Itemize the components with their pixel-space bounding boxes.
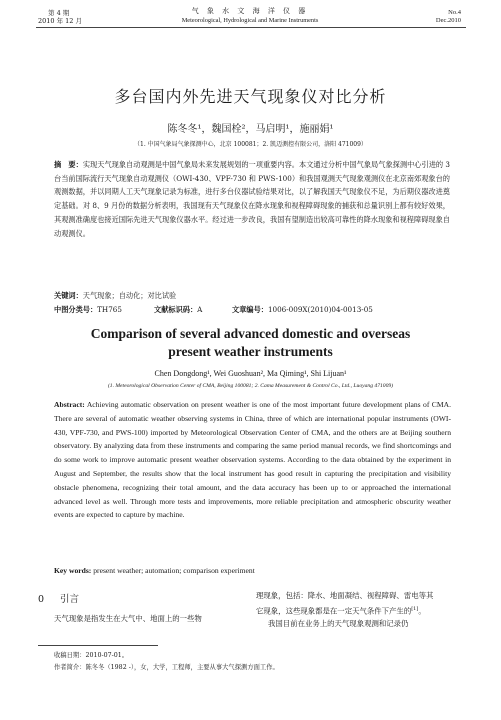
running-header-center — [130, 7, 370, 25]
body-right-line-2-text: 它现象，这些现象都是在一定天气条件下产生的 — [256, 605, 412, 615]
keywords-cn — [54, 291, 176, 301]
footnote-received-date: 收稿日期：2010-07-01。 — [54, 652, 129, 659]
abstract-label-cn: 摘 要： — [54, 160, 83, 169]
issue-number-cn: 第 4 期 — [48, 9, 70, 17]
abstract-text-cn: 实现天气现象自动观测是中国气象局未来发展规划的一项重要内容。本文通过分析中国气象局气象探测中心引进的 3 台当前国际流行天气现象自动观测仪（OWI-430、VPF-730 和 PWS-100）和我国观测天气现象观测仪在北京南郊观象台的观测数据，并以同期人工天气现象记录为标准，进行多台仪器试验结果对比，以了解我国天气现象仪不足，为后期仪器改进奠定基础。对 8、9 月份的数据分析表明，我国现有天气现象仪在降水现象和视程障碍现象的捕获和总量识别上都有较好效果，其观测准确度也接近国际先进天气现象仪器水平。经过进一步改良，我国有望制造出较高可靠性的降水现象和视程障碍现象自动观测仪。 — [54, 160, 450, 238]
section-number: 0 — [38, 594, 45, 605]
abstract-cn — [54, 158, 450, 240]
footnote-author-bio: 作者简介：陈冬冬（1982 -），女，大学，工程师，主要从事大气探测方面工作。 — [54, 664, 279, 671]
keywords-label-en: Key words: — [54, 566, 92, 575]
affiliation-en: (1. Meteorological Observation Center of CMA, Beijing 100081; 2. Cama Measurement & Control Co., Ltd., Luoyang 471009) — [107, 383, 394, 389]
doc-code-label: 文献标识码： — [154, 305, 198, 314]
keywords-text-en: present weather; automation; comparison experiment — [93, 566, 255, 575]
section-heading — [38, 591, 79, 605]
doc-code-value: A — [197, 305, 203, 314]
abstract-text-en: Achieving automatic observation on present weather is one of the most important future development plans of CMA. There are several of automatic weather observing systems in China, three of which are international popular instruments (OWI-430, VPF-730, and PWS-100) imported by Meteorological Observation Center of CMA, and the others are at Beijing southern observatory. By analyzing data from these instruments and comparing the same period manual records, we find shortcomings and do some work to improve automatic present weather observation systems. According to the data obtained by the experiment in August and September, the results show that the local instrument has good result in capturing the precipitation and visibility obstacle phenomena, recognizing their total amount, and the data accuracy has been up to or approached the international advanced level as well. Through more tests and improvements, more reliable precipitation and atmospheric obscurity weather events are expected to capture by machine. — [54, 400, 452, 520]
classification-line — [54, 305, 373, 315]
affiliation-cn: （1. 中国气象局气象探测中心，北京 100081；2. 凯迈测控有限公司，洛阳 471009） — [134, 141, 367, 148]
title-en-line-1: Comparison of several advanced domestic and overseas — [90, 326, 411, 341]
citation-ref: [1] — [411, 605, 419, 612]
abstract-en — [54, 398, 451, 522]
body-right-line-3: 我国目前在业务上的天气现象观测和记录仍 — [268, 619, 409, 629]
journal-name-en: Meteorological, Hydrological and Marine Instruments — [181, 17, 319, 24]
body-right-line-2 — [256, 603, 464, 618]
journal-name-cn: 气 象 水 文 海 洋 仪 器 — [191, 7, 309, 15]
body-column-right — [256, 589, 464, 631]
issue-number-en: No.4 — [448, 9, 461, 16]
keywords-label-cn: 关键词： — [54, 291, 83, 300]
running-header-right — [436, 9, 461, 25]
title-en-line-2: present weather instruments — [168, 344, 333, 359]
issue-date-en: Dec.2010 — [435, 17, 461, 24]
keywords-en — [54, 566, 255, 575]
footnote-rule — [38, 645, 158, 646]
article-number — [232, 305, 373, 315]
abstract-label-en: Abstract: — [54, 400, 85, 409]
paper-title-en — [0, 325, 501, 361]
document-code — [154, 305, 232, 315]
section-title: 引言 — [60, 594, 80, 605]
author-list-cn: 陈冬冬¹，魏国栓²，马启明¹，施丽娟¹ — [167, 124, 334, 135]
body-column-left — [54, 613, 244, 624]
clc-number — [54, 305, 154, 315]
body-left-text: 天气现象是指发生在大气中、地面上的一些物 — [54, 614, 202, 623]
paper-title-cn: 多台国内外先进天气现象仪对比分析 — [114, 87, 387, 106]
author-list-en: Chen Dongdong¹, Wei Guoshuan², Ma Qiming¹, Shi Lijuan¹ — [154, 369, 347, 378]
running-header-left — [38, 9, 82, 25]
body-right-line-2-end: 。 — [418, 605, 426, 615]
article-value: 1006-009X(2010)04-0013-05 — [267, 305, 373, 314]
clc-value: TH765 — [97, 305, 122, 314]
issue-date-cn: 2010 年 12 月 — [38, 17, 83, 25]
clc-label: 中图分类号： — [54, 305, 98, 314]
header-rule — [36, 27, 466, 28]
keywords-text-cn: 天气现象；自动化；对比试验 — [82, 291, 177, 300]
body-right-line-1: 理现象，包括：降水、地面凝结、视程障碍、雷电等其 — [256, 591, 434, 600]
article-label: 文章编号： — [232, 305, 268, 314]
